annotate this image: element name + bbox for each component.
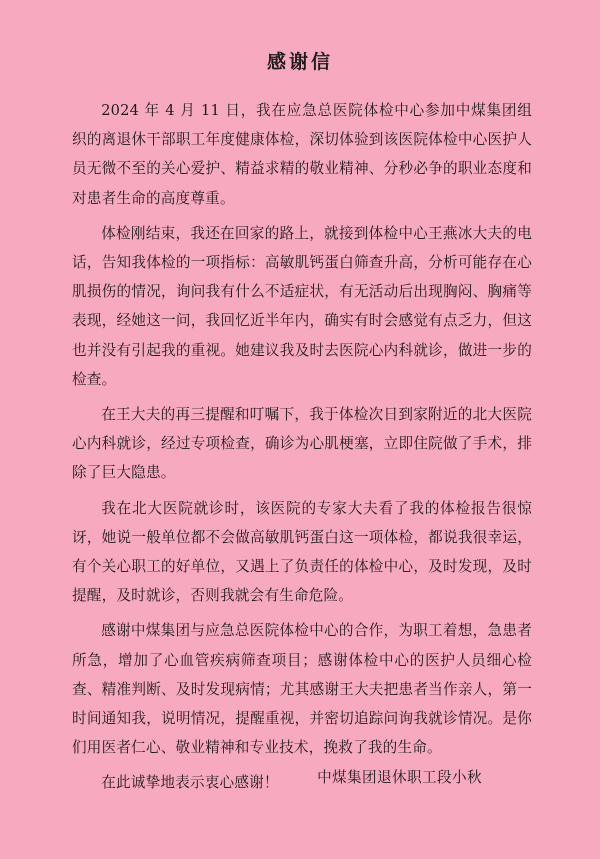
letter-paragraph: 在王大夫的再三提醒和叮嘱下，我于体检次日到家附近的北大医院心内科就诊，经过专项检查，确诊为心肌梗塞，立即住院做了手术，排除了巨大隐患。 xyxy=(72,406,532,482)
letter-paragraph: 体检刚结束，我还在回家的路上，就接到体检中心王燕冰大夫的电话，告知我体检的一项指标：高敏肌钙蛋白筛查升高，分析可能存在心肌损伤的情况，询问我有什么不适症状，有无活动后出现胸闷、胸痛等表现，经她这一问，我回忆近半年内，确实有时会感觉有点乏力，但这也并没有引起我的重视。她建议我及时去医院心内科就诊，做进一步的检查。 xyxy=(72,224,532,388)
letter-paragraph: 2024 年 4 月 11 日，我在应急总医院体检中心参加中煤集团组织的离退休干部职工年度健康体检，深切体验到该医院体检中心医护人员无微不至的关心爱护、精益求精的敬业精神、分秒必争的职业态度和对患者生命的高度尊重。 xyxy=(72,102,532,207)
letter-paragraph: 我在北大医院就诊时，该医院的专家大夫看了我的体检报告很惊讶，她说一般单位都不会做高敏肌钙蛋白这一项体检，都说我很幸运，有个关心职工的好单位，又遇上了负责任的体检中心，及时发现，及时提醒，及时就诊，否则我就会有生命危险。 xyxy=(72,499,532,605)
letter-body xyxy=(72,96,532,804)
letter-title: 感谢信 xyxy=(266,51,333,73)
letter-closing: 在此诚挚地表示衷心感谢！ xyxy=(101,774,279,792)
letter-signature: 中煤集团退休职工段小秋 xyxy=(317,769,482,786)
letter-paragraph: 感谢中煤集团与应急总医院体检中心的合作，为职工着想，急患者所急，增加了心血管疾病筛查项目；感谢体检中心的医护人员细心检查、精准判断、及时发现病情；尤其感谢王大夫把患者当作亲人，第一时间通知我，说明情况，提醒重视，并密切追踪问询我就诊情况。是你们用医者仁心、敬业精神和专业技术，挽救了我的生命。 xyxy=(72,622,532,757)
